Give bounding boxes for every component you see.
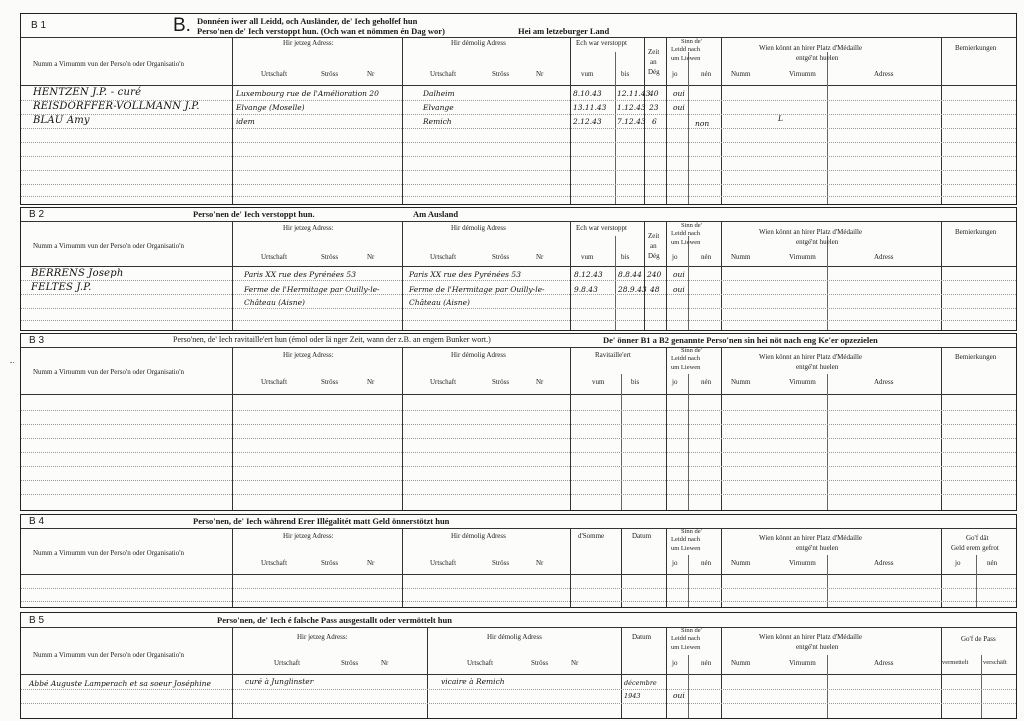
- section-title: Donnéen iwer all Leidd, och Ausländer, de' Iech geholfef hun: [197, 16, 418, 26]
- medal-header: Wien könnt an hirer Platz d'Médaille: [759, 534, 863, 542]
- suffered-header-2: Leidd nach: [671, 46, 701, 53]
- former-address-header: Hir démolig Adress: [451, 224, 506, 232]
- yes-header: jo: [672, 559, 678, 567]
- nr-header: Nr: [536, 70, 544, 78]
- entry-yes: oui: [673, 285, 685, 294]
- former-address-header: Hir démolig Adress: [451, 39, 506, 47]
- entry-name: BLAU Amy: [33, 115, 90, 126]
- form-letter: B.: [173, 15, 191, 36]
- suffered-header-3: um Liewen: [671, 55, 701, 62]
- medal-header-2: entgé'nt huelen: [796, 238, 839, 246]
- section-id: B 4: [29, 516, 45, 527]
- time-header: Zeit: [648, 48, 660, 56]
- section-b4: [20, 514, 1017, 608]
- medal-header-2: entgé'nt huelen: [796, 54, 839, 62]
- section-id: B 3: [29, 335, 45, 346]
- medal-header: Wien könnt an hirer Platz d'Médaille: [759, 228, 863, 236]
- section-b3: [20, 333, 1017, 511]
- from-header: vum: [581, 253, 594, 261]
- medal-name-header: Numm: [731, 253, 751, 261]
- town-header: Urtschaft: [261, 559, 288, 567]
- entry-yes: oui: [673, 691, 685, 700]
- suffered-header: Sinn de': [681, 222, 702, 229]
- current-address-header: Hir jetzeg Adress:: [283, 351, 334, 359]
- medal-addr-header: Adress: [874, 70, 894, 78]
- street-header: Ströss: [492, 378, 510, 386]
- entry-to: 7.12.43: [617, 117, 646, 126]
- town-header: Urtschaft: [274, 659, 301, 667]
- date-header: Datum: [632, 532, 652, 540]
- yes-header: jo: [672, 70, 678, 78]
- yes-header: jo: [672, 659, 678, 667]
- time-header-2: an: [650, 58, 657, 66]
- entry-current-address: Luxembourg rue de l'Amélioration 20: [236, 89, 379, 98]
- medal-addr-header: Adress: [874, 559, 894, 567]
- money-header: Go'f dät: [966, 534, 989, 542]
- section-id: B 2: [29, 209, 45, 220]
- yes-header: jo: [672, 378, 678, 386]
- entry-former-address: Dalheim: [423, 89, 455, 98]
- medal-header: Wien könnt an hirer Platz d'Médaille: [759, 633, 863, 641]
- street-header: Ströss: [341, 659, 359, 667]
- entry-yes: oui: [673, 103, 685, 112]
- section-title-2: De' önner B1 a B2 genannte Perso'nen sin hei nöt nach eng Ke'er opzezielen: [603, 335, 878, 345]
- nr-header: Nr: [381, 659, 389, 667]
- money-header-2: Geld erem gefrot: [951, 544, 999, 552]
- suffered-header: Sinn de': [681, 528, 702, 535]
- medal-first-header: Virnumm: [789, 659, 816, 667]
- entry-days: 23: [649, 103, 659, 112]
- nr-header: Nr: [367, 70, 375, 78]
- section-title-2: Am Ausland: [413, 209, 459, 219]
- nr-header: Nr: [367, 378, 375, 386]
- suffered-header-2: Leidd nach: [671, 230, 701, 237]
- yes-header: jo: [672, 253, 678, 261]
- entry-name: FELTES J.P.: [31, 282, 92, 293]
- days-header: Dég: [648, 68, 660, 76]
- to-header: bis: [631, 378, 640, 386]
- days-header: Dég: [648, 252, 660, 260]
- entry-former-address: Elvange: [423, 103, 454, 112]
- current-address-header: Hir jetzeg Adress:: [283, 224, 334, 232]
- entry-former-address: Remich: [423, 117, 452, 126]
- remarks-header: Bemierkungen: [955, 44, 997, 52]
- medal-header-2: entgé'nt huelen: [796, 363, 839, 371]
- section-title: Perso'nen, de' Iech é falsche Pass ausgestallt oder vermöttelt hun: [217, 615, 452, 625]
- suffered-header-3: um Liewen: [671, 545, 701, 552]
- entry-from: 8.12.43: [574, 270, 603, 279]
- hidden-header: Ech war verstoppt: [576, 224, 627, 232]
- medal-name-header: Numm: [731, 378, 751, 386]
- entry-to: 28.9.43: [618, 285, 647, 294]
- entry-current-address: Paris XX rue des Pyrénées 53: [244, 270, 356, 279]
- from-header: vum: [581, 70, 594, 78]
- nr-header: Nr: [367, 253, 375, 261]
- medal-first-header: Virnumm: [789, 378, 816, 386]
- margin-mark: [10, 362, 14, 364]
- money-no-header: nén: [987, 559, 998, 567]
- suffered-header-3: um Liewen: [671, 239, 701, 246]
- medal-header: Wien könnt an hirer Platz d'Médaille: [759, 353, 863, 361]
- date-header: Datum: [632, 633, 652, 641]
- pass-header: Go'f de Pass: [961, 635, 996, 643]
- nr-header: Nr: [536, 559, 544, 567]
- to-header: bis: [621, 253, 630, 261]
- pass-mediated-header: vermettelt: [942, 659, 969, 666]
- town-header: Urtschaft: [430, 378, 457, 386]
- street-header: Ströss: [321, 253, 339, 261]
- town-header: Urtschaft: [261, 70, 288, 78]
- medal-header-2: entgé'nt huelen: [796, 643, 839, 651]
- time-header-2: an: [650, 242, 657, 250]
- name-col-header: Numm a Virnumm vun der Perso'n oder Organisatio'n: [33, 242, 184, 250]
- entry-date: décembre 1943: [624, 679, 657, 700]
- entry-from: 13.11.43: [573, 103, 607, 112]
- current-address-header: Hir jetzeg Adress:: [283, 39, 334, 47]
- former-address-header: Hir démolig Adress: [451, 532, 506, 540]
- nr-header: Nr: [536, 378, 544, 386]
- entry-name: BERRENS Joseph: [31, 268, 124, 279]
- medal-first-header: Virnumm: [789, 70, 816, 78]
- street-header: Ströss: [321, 70, 339, 78]
- no-header: nén: [701, 659, 712, 667]
- section-id: B 5: [29, 615, 45, 626]
- section-title: Perso'nen de' Iech verstoppt hun.: [193, 209, 315, 219]
- entry-to: 12.11.43: [617, 89, 651, 98]
- suffered-header: Sinn de': [681, 627, 702, 634]
- street-header: Ströss: [492, 253, 510, 261]
- town-header: Urtschaft: [430, 559, 457, 567]
- section-title: Perso'nen, de' Iech ravitaille'ert hun (émol oder lä nger Zeit, wann der z.B. an engem Bunker wort.): [173, 335, 491, 344]
- entry-current-address: Elvange (Moselle): [236, 103, 305, 112]
- medal-name-header: Numm: [731, 70, 751, 78]
- no-header: nén: [701, 378, 712, 386]
- entry-former-address: Paris XX rue des Pyrénées 53: [409, 270, 521, 279]
- entry-medal-mark: L: [778, 114, 783, 123]
- from-header: vum: [592, 378, 605, 386]
- no-header: nén: [701, 253, 712, 261]
- section-b5: [20, 612, 1017, 719]
- section-b2: [20, 207, 1017, 331]
- suffered-header: Sinn de': [681, 38, 702, 45]
- entry-yes: oui: [673, 89, 685, 98]
- entry-yes: oui: [673, 270, 685, 279]
- entry-current-address: idem: [236, 117, 255, 126]
- street-header: Ströss: [321, 559, 339, 567]
- town-header: Urtschaft: [430, 253, 457, 261]
- entry-current-address: Ferme de l'Hermitage par Ouilly-le-Château (Aisne): [244, 285, 380, 307]
- remarks-header: Bemierkungen: [955, 353, 997, 361]
- section-title-3: Hei am letzeburger Land: [518, 26, 610, 36]
- entry-days: 40: [649, 89, 659, 98]
- entry-days: 6: [652, 117, 657, 126]
- medal-first-header: Virnumm: [789, 253, 816, 261]
- entry-current-address: curé à Junglinster: [245, 677, 314, 686]
- town-header: Urtschaft: [261, 378, 288, 386]
- town-header: Urtschaft: [430, 70, 457, 78]
- entry-name: Abbé Auguste Lamperach et sa soeur Joséphine: [29, 679, 211, 688]
- suffered-header-3: um Liewen: [671, 364, 701, 371]
- entry-from: 8.10.43: [573, 89, 602, 98]
- no-header: nén: [701, 559, 712, 567]
- street-header: Ströss: [531, 659, 549, 667]
- no-header: nén: [701, 70, 712, 78]
- section-title: Perso'nen, de' Iech während Erer Illégalitét matt Geld önnerstötzt hun: [193, 516, 450, 526]
- name-col-header: Numm a Virnumm vun der Perso'n oder Organisatio'n: [33, 549, 184, 557]
- medal-name-header: Numm: [731, 559, 751, 567]
- medal-header: Wien könnt an hirer Platz d'Médaille: [759, 44, 863, 52]
- nr-header: Nr: [367, 559, 375, 567]
- medal-addr-header: Adress: [874, 378, 894, 386]
- section-id: B 1: [31, 20, 47, 31]
- suffered-header-2: Leidd nach: [671, 635, 701, 642]
- money-yes-header: jo: [955, 559, 961, 567]
- entry-to: 1.12.43: [617, 103, 646, 112]
- medal-name-header: Numm: [731, 659, 751, 667]
- ravitaille-header: Ravitaille'ert: [595, 351, 631, 359]
- name-col-header: Numm a Virnumm vun der Perso'n oder Organisatio'n: [33, 60, 184, 68]
- remarks-header: Bemierkungen: [955, 228, 997, 236]
- street-header: Ströss: [492, 70, 510, 78]
- time-header: Zeit: [648, 232, 660, 240]
- medal-first-header: Virnumm: [789, 559, 816, 567]
- name-col-header: Numm a Virnumm vun der Perso'n oder Organisatio'n: [33, 651, 184, 659]
- section-b1: [20, 13, 1017, 205]
- suffered-header: Sinn de': [681, 347, 702, 354]
- former-address-header: Hir démolig Adress: [451, 351, 506, 359]
- name-col-header: Numm a Virnumm vun der Perso'n oder Organisatio'n: [33, 368, 184, 376]
- former-address-header: Hir démolig Adress: [487, 633, 542, 641]
- medal-addr-header: Adress: [874, 253, 894, 261]
- pass-provided-header: verschäft: [983, 659, 1007, 666]
- street-header: Ströss: [492, 559, 510, 567]
- entry-no: non: [695, 119, 710, 128]
- entry-name: REISDORFFER-VOLLMANN J.P.: [33, 101, 200, 112]
- hidden-header: Ech war verstoppt: [576, 39, 627, 47]
- section-title-2: Perso'nen de' Iech verstoppt hun. (Och wan et nömmen én Dag wor): [197, 26, 445, 36]
- suffered-header-2: Leidd nach: [671, 536, 701, 543]
- street-header: Ströss: [321, 378, 339, 386]
- town-header: Urtschaft: [261, 253, 288, 261]
- suffered-header-3: um Liewen: [671, 644, 701, 651]
- suffered-header-2: Leidd nach: [671, 355, 701, 362]
- entry-days: 48: [650, 285, 660, 294]
- entry-from: 9.8.43: [574, 285, 598, 294]
- entry-former-address: Ferme de l'Hermitage par Ouilly-le-Château (Aisne): [409, 285, 545, 307]
- medal-header-2: entgé'nt huelen: [796, 544, 839, 552]
- sum-header: d'Somme: [578, 532, 605, 540]
- to-header: bis: [621, 70, 630, 78]
- entry-from: 2.12.43: [573, 117, 602, 126]
- entry-former-address: vicaire à Remich: [441, 677, 505, 686]
- town-header: Urtschaft: [467, 659, 494, 667]
- nr-header: Nr: [536, 253, 544, 261]
- entry-to: 8.8.44: [618, 270, 642, 279]
- current-address-header: Hir jetzeg Adress:: [283, 532, 334, 540]
- medal-addr-header: Adress: [874, 659, 894, 667]
- nr-header: Nr: [571, 659, 579, 667]
- entry-name: HENTZEN J.P. - curé: [33, 87, 142, 98]
- entry-days: 240: [647, 270, 662, 279]
- current-address-header: Hir jetzeg Adress:: [297, 633, 348, 641]
